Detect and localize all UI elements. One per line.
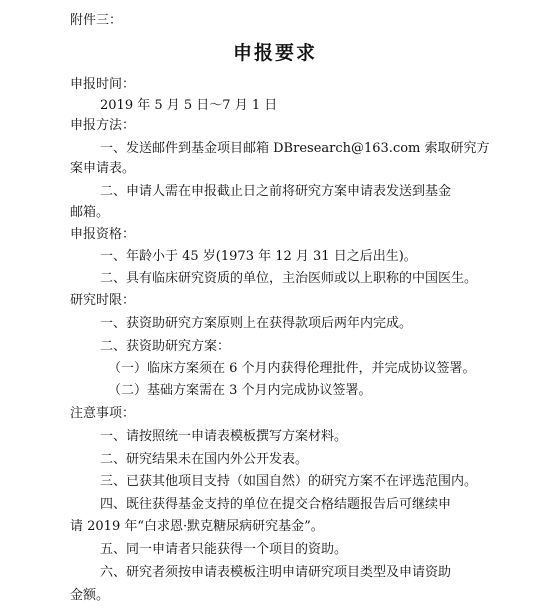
notes-item-4: 四、既往获得基金支持的单位在提交合格结题报告后可继续申 bbox=[100, 497, 452, 512]
section-heading-notes: 注意事项： bbox=[70, 406, 136, 421]
method-item-1: 一、发送邮件到基金项目邮箱 DBresearch@163.com 索取研究方 bbox=[100, 141, 490, 156]
notes-item-1: 一、请按照统一申请表模板撰写方案材料。 bbox=[100, 429, 348, 444]
qualification-item-1: 一、年龄小于 45 岁(1973 年 12 月 31 日之后出生)。 bbox=[100, 249, 417, 264]
section-heading-time: 申报时间： bbox=[70, 77, 136, 92]
document-title: 申报要求 bbox=[232, 42, 317, 64]
method-item-2: 二、申请人需在申报截止日之前将研究方案申请表发送到基金 bbox=[100, 184, 452, 199]
notes-item-3: 三、已获其他项目支持（如国自然）的研究方案不在评选范围内。 bbox=[100, 474, 478, 489]
attachment-label: 附件三： bbox=[70, 13, 123, 28]
method-item-2-cont: 邮箱。 bbox=[70, 205, 110, 220]
period-subitem-2: （二）基础方案需在 3 个月内完成协议签署。 bbox=[108, 383, 372, 398]
period-subitem-1: （一）临床方案须在 6 个月内获得伦理批件，并完成协议签署。 bbox=[108, 361, 476, 376]
qualification-item-2: 二、具有临床研究资质的单位，主治医师或以上职称的中国医生。 bbox=[100, 271, 478, 286]
time-value: 2019 年 5 月 5 日～7 月 1 日 bbox=[100, 98, 278, 113]
period-item-1: 一、获资助研究方案原则上在获得款项后两年内完成。 bbox=[100, 316, 413, 331]
period-item-2: 二、获资助研究方案： bbox=[100, 339, 231, 354]
notes-item-5: 五、同一申请者只能获得一个项目的资助。 bbox=[100, 542, 348, 557]
notes-item-6: 六、研究者须按申请表模板注明申请研究项目类型及申请资助 bbox=[100, 565, 452, 580]
section-heading-period: 研究时限： bbox=[70, 293, 136, 308]
method-item-1-cont: 案申请表。 bbox=[70, 161, 136, 176]
section-heading-qualification: 申报资格： bbox=[70, 227, 136, 242]
notes-item-6-cont: 金额。 bbox=[70, 588, 110, 603]
section-heading-method: 申报方法： bbox=[70, 118, 136, 133]
notes-item-4-cont: 请 2019 年“白求恩·默克糖尿病研究基金”。 bbox=[70, 519, 324, 534]
notes-item-2: 二、研究结果未在国内外公开发表。 bbox=[100, 452, 309, 467]
